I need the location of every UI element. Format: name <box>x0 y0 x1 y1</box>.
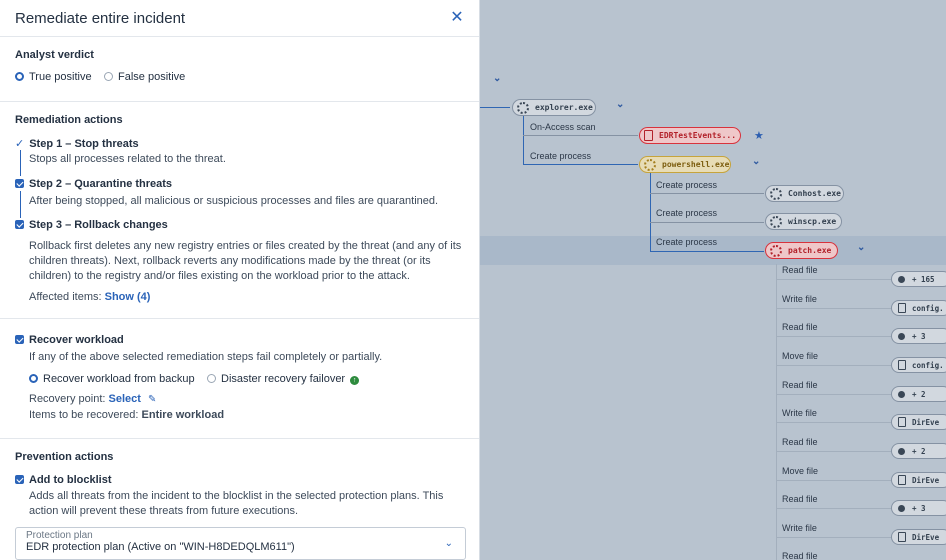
edge-label-create-process: Create process <box>530 151 592 161</box>
edge-line <box>650 193 764 194</box>
edge-label-create-process: Create process <box>656 208 718 218</box>
radio-unselected[interactable] <box>207 374 216 383</box>
edge-line <box>776 480 891 481</box>
dot-icon <box>898 276 905 283</box>
edge-line <box>776 279 891 280</box>
recover-checkbox-row[interactable] <box>15 334 124 346</box>
node-edrtestevents[interactable] <box>639 127 741 144</box>
prevention-title: Prevention actions <box>15 451 114 463</box>
edge-line <box>523 164 638 165</box>
edge-line <box>523 135 638 136</box>
step1-row <box>15 137 139 150</box>
protection-plan-value: EDR protection plan (Active on "WIN-H8DEDQLM611") <box>26 541 295 553</box>
blocklist-checkbox-row[interactable] <box>15 474 112 486</box>
chip-label: + 3 <box>912 503 926 513</box>
row-label: Read file <box>782 494 818 504</box>
node-label: EDRTestEvents... <box>659 131 737 140</box>
recover-section <box>0 319 479 439</box>
edge-label-create-process: Create process <box>656 237 718 247</box>
checkbox-checked[interactable] <box>15 475 24 484</box>
upgrade-icon[interactable]: ↑ <box>350 376 359 385</box>
edge-line <box>776 422 891 423</box>
verdict-false-positive[interactable] <box>104 71 185 83</box>
step2-checkbox-row[interactable] <box>15 178 172 190</box>
step-connector <box>20 191 21 218</box>
close-icon[interactable]: ✕ <box>450 9 464 26</box>
radio-label: Disaster recovery failover <box>221 373 346 385</box>
dot-icon <box>898 333 905 340</box>
protection-plan-select[interactable] <box>15 527 466 560</box>
chip-file[interactable] <box>891 300 946 316</box>
step3-title: Step 3 – Rollback changes <box>29 219 168 231</box>
radio-selected[interactable] <box>15 72 24 81</box>
edge-line <box>776 451 891 452</box>
star-icon[interactable]: ★ <box>754 130 764 142</box>
edge-line <box>523 116 524 164</box>
row-label: Read file <box>782 322 818 332</box>
recovery-point-select-link[interactable]: Select <box>108 393 141 405</box>
chip-label: config. <box>912 303 944 313</box>
remediation-section <box>0 102 479 319</box>
recover-from-backup[interactable] <box>29 373 195 385</box>
chevron-down-icon[interactable]: ⌄ <box>752 156 761 167</box>
gear-icon <box>770 188 782 200</box>
protection-plan-label: Protection plan <box>26 530 93 541</box>
edge-line <box>776 365 891 366</box>
items-to-recover <box>29 408 224 423</box>
panel-title: Remediate entire incident <box>15 9 186 27</box>
file-icon <box>898 532 906 542</box>
chip-label: config. <box>912 360 944 370</box>
node-label: winscp.exe <box>788 217 837 226</box>
edge-line <box>776 508 891 509</box>
verdict-title: Analyst verdict <box>15 49 94 61</box>
chip-label: DirEve <box>912 475 940 485</box>
node-label: explorer.exe <box>535 103 593 112</box>
pencil-icon[interactable]: ✎ <box>147 394 157 405</box>
radio-selected[interactable] <box>29 374 38 383</box>
checkbox-checked[interactable] <box>15 179 24 188</box>
items-label: Items to be recovered: <box>29 409 139 421</box>
edge-line <box>776 537 891 538</box>
blocklist-desc: Adds all threats from the incident to the blocklist in the selected protection plans. This action will prevent these threats from future executions. <box>29 490 444 517</box>
chip-file[interactable] <box>891 529 946 545</box>
radio-label: False positive <box>118 71 186 83</box>
chip-file-group[interactable] <box>891 386 946 402</box>
edge-label-create-process: Create process <box>656 180 718 190</box>
chip-file[interactable] <box>891 472 946 488</box>
edge-line <box>776 394 891 395</box>
edge-line <box>650 173 651 251</box>
node-winscp[interactable] <box>765 213 842 230</box>
chip-file-group[interactable] <box>891 328 946 344</box>
row-label: Write file <box>782 294 817 304</box>
node-explorer[interactable] <box>512 99 596 116</box>
chip-file-group[interactable] <box>891 500 946 516</box>
node-label: Conhost.exe <box>788 189 841 198</box>
step1-desc: Stops all processes related to the threat. <box>29 153 226 165</box>
edge-line <box>480 107 510 108</box>
gear-icon <box>770 216 782 228</box>
edge-line <box>650 222 764 223</box>
node-label: patch.exe <box>788 246 832 255</box>
file-icon <box>898 303 906 313</box>
affected-items <box>29 290 150 305</box>
file-icon <box>898 475 906 485</box>
row-label: Move file <box>782 466 819 476</box>
recovery-point <box>29 392 156 407</box>
chip-file[interactable] <box>891 357 946 373</box>
disaster-recovery-failover[interactable] <box>207 373 359 385</box>
recover-desc: If any of the above selected remediation steps fail completely or partially. <box>29 351 383 363</box>
node-patch[interactable] <box>765 242 838 259</box>
chip-file-group[interactable] <box>891 271 946 287</box>
radio-unselected[interactable] <box>104 72 113 81</box>
gear-icon <box>517 102 529 114</box>
gear-icon <box>770 245 782 257</box>
step2-title: Step 2 – Quarantine threats <box>29 178 173 190</box>
chip-label: + 2 <box>912 446 926 456</box>
radio-label: Recover workload from backup <box>43 373 195 385</box>
row-label: Move file <box>782 351 819 361</box>
step-connector <box>20 150 21 176</box>
step3-checkbox-row[interactable] <box>15 219 168 231</box>
gear-icon <box>644 159 656 171</box>
panel-header <box>0 0 479 37</box>
dot-icon <box>898 505 905 512</box>
edge-line <box>776 308 891 309</box>
step2-desc: After being stopped, all malicious or suspicious processes and files are quarantined. <box>29 195 439 207</box>
items-value: Entire workload <box>141 409 225 421</box>
chip-label: DirEve <box>912 532 940 542</box>
dot-icon <box>898 391 905 398</box>
affected-label: Affected items: <box>29 291 102 303</box>
chip-label: + 3 <box>912 331 926 341</box>
chip-label: + 2 <box>912 389 926 399</box>
chevron-down-icon[interactable]: ⌄ <box>616 99 625 110</box>
remediation-title: Remediation actions <box>15 114 123 126</box>
row-label: Read file <box>782 551 818 560</box>
row-label: Read file <box>782 380 818 390</box>
chip-file[interactable] <box>891 414 946 430</box>
step1-title: Step 1 – Stop threats <box>29 138 139 150</box>
file-icon <box>898 360 906 370</box>
verdict-true-positive[interactable] <box>15 71 92 83</box>
blocklist-title: Add to blocklist <box>29 474 112 486</box>
node-powershell[interactable] <box>639 156 731 173</box>
step3-desc: Rollback first deletes any new registry entries or files created by the threat (and any of its children threats). Next, rollback reverts any modifications made by the threat (or its children) to the registry and/or files existing on the workload prior to the attack. <box>29 240 462 282</box>
checkbox-checked[interactable] <box>15 220 24 229</box>
edge-line <box>650 251 764 252</box>
row-label: Read file <box>782 265 818 275</box>
file-icon <box>644 130 653 141</box>
edge-label-onaccess: On-Access scan <box>530 122 596 132</box>
row-label: Read file <box>782 437 818 447</box>
row-label: Write file <box>782 408 817 418</box>
radio-label: True positive <box>29 71 92 83</box>
file-icon <box>898 417 906 427</box>
chevron-down-icon[interactable]: ⌄ <box>444 538 453 549</box>
recovery-point-label: Recovery point: <box>29 393 106 405</box>
check-icon: ✓ <box>15 138 25 150</box>
node-conhost[interactable] <box>765 185 844 202</box>
verdict-section <box>0 37 479 102</box>
show-affected-link[interactable]: Show (4) <box>104 291 151 303</box>
node-label: powershell.exe <box>662 160 730 169</box>
row-label: Write file <box>782 523 817 533</box>
edge-line <box>776 336 891 337</box>
chevron-down-icon[interactable]: ⌄ <box>493 73 502 84</box>
chip-label: DirEve <box>912 417 940 427</box>
checkbox-checked[interactable] <box>15 335 24 344</box>
chip-file-group[interactable] <box>891 443 946 459</box>
recover-title: Recover workload <box>29 334 124 346</box>
dot-icon <box>898 448 905 455</box>
chip-label: + 165 <box>912 274 935 284</box>
chevron-down-icon[interactable]: ⌄ <box>857 242 866 253</box>
